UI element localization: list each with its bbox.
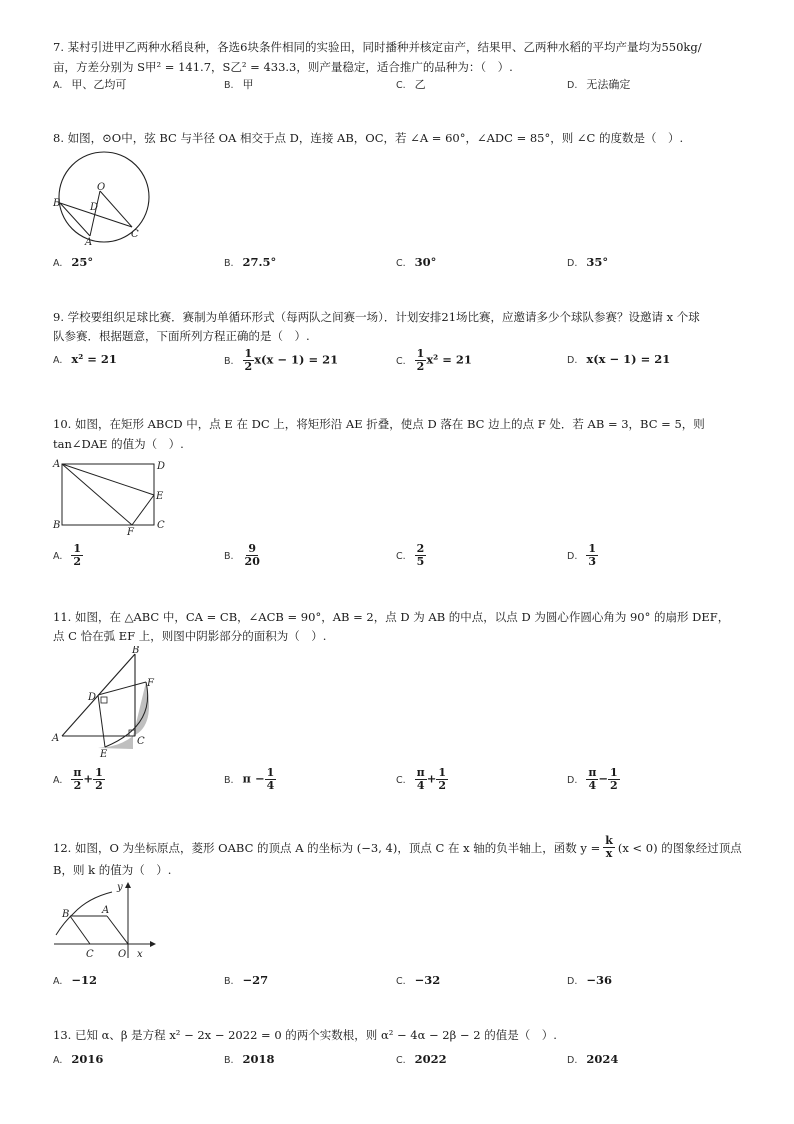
fraction-denominator: x (605, 847, 613, 860)
fraction-numerator: 1 (244, 347, 253, 360)
option-label: C. (396, 550, 406, 562)
fraction-numerator: 9 (248, 542, 257, 555)
q8-label-b: B (53, 198, 61, 209)
fraction (415, 543, 427, 568)
option-label: A. (53, 976, 63, 987)
q12-option-d[interactable] (567, 973, 612, 987)
q11-label-a: A (52, 733, 60, 744)
q10-stem-line1: 10. 如图，在矩形 ABCD 中，点 E 在 DC 上，将矩形沿 AE 折叠，使点 D 落在 BC 边上的点 F 处．若 AB = 3，BC = 5，则 (53, 417, 705, 431)
q12-options (0, 973, 794, 1003)
q11-option-b[interactable] (224, 767, 276, 792)
fraction (71, 767, 83, 792)
q11-option-c[interactable] (396, 767, 448, 792)
option-text: 25° (71, 255, 94, 269)
q8-circle-figure (50, 150, 160, 250)
fraction-denominator: 2 (610, 779, 618, 792)
q8-option-a[interactable] (53, 255, 93, 269)
fraction-numerator: 1 (266, 766, 275, 779)
q10-label-d: D (157, 461, 166, 472)
fraction-denominator: 5 (416, 555, 425, 568)
option-text: 无法确定 (586, 78, 631, 91)
option-label: C. (396, 976, 406, 987)
option-label: D. (567, 774, 578, 786)
fraction-numerator: 1 (438, 766, 447, 779)
q10-label-f: F (127, 527, 134, 537)
q11-option-d[interactable] (567, 767, 620, 792)
q12-option-b[interactable] (224, 973, 268, 987)
q10-option-c[interactable] (396, 543, 426, 568)
q12-stem-line2: B，则 k 的值为（ ）. (53, 863, 172, 877)
q8-options (0, 255, 794, 285)
option-label: D. (567, 80, 578, 91)
q8-stem-line1: 8. 如图，⊙O中，弦 BC 与半径 OA 相交于点 D，连接 AB，OC，若 ∠A = 60°，∠ADC = 85°，则 ∠C 的度数是（ ）. (53, 131, 684, 145)
q10-stem-line2: tan∠DAE 的值为（ ）. (53, 437, 184, 451)
fraction-numerator: 1 (95, 766, 103, 779)
option-text: x² = 21 (426, 352, 472, 367)
option-label: A. (53, 258, 63, 269)
fraction-denominator: 2 (438, 779, 447, 792)
q11-stem-line2: 点 C 恰在弧 EF 上，则图中阴影部分的面积为（ ）. (53, 629, 327, 643)
option-label: C. (396, 80, 406, 91)
fraction-denominator: 2 (416, 360, 425, 373)
fraction (415, 767, 427, 792)
fraction-denominator: 2 (73, 779, 82, 792)
q7-option-a[interactable] (53, 76, 126, 92)
q11-stem-line1: 11. 如图，在 △ABC 中，CA = CB，∠ACB = 90°，AB = 2，点 D 为 AB 的中点，以点 D 为圆心作圆心角为 90° 的扇形 DEF， (53, 610, 730, 624)
option-text: 2016 (71, 1052, 104, 1066)
option-label: C. (396, 1055, 406, 1066)
q7-option-b[interactable] (224, 76, 254, 92)
option-label: A. (53, 355, 63, 366)
option-label: D. (567, 355, 578, 366)
q7-options (0, 76, 794, 106)
q12-stem-line1 (53, 835, 742, 860)
q11-label-c: C (137, 736, 145, 747)
option-text: x(x − 1) = 21 (254, 352, 339, 367)
option-text: x(x − 1) = 21 (586, 352, 671, 366)
option-text: 35° (586, 255, 609, 269)
q12-option-a[interactable] (53, 973, 97, 987)
q12-option-c[interactable] (396, 973, 440, 987)
option-label: D. (567, 550, 578, 562)
fraction (243, 348, 255, 373)
fraction-numerator: 2 (416, 542, 425, 555)
q13-option-b[interactable] (224, 1052, 275, 1066)
q13-options (0, 1052, 794, 1082)
q12-label-b: B (62, 909, 70, 920)
q11-option-a[interactable] (53, 767, 105, 792)
q11-label-d: D (88, 692, 97, 703)
option-text: −12 (71, 973, 97, 987)
q9-option-b[interactable] (224, 348, 338, 373)
option-label: B. (224, 258, 234, 269)
option-text: 乙 (414, 78, 426, 91)
option-label: D. (567, 976, 578, 987)
q9-stem-line2: 队参赛．根据题意，下面所列方程正确的是（ ）. (53, 329, 310, 343)
fraction-denominator: 3 (588, 555, 596, 568)
fraction-numerator: k (605, 834, 613, 847)
fraction-numerator: 1 (73, 542, 82, 555)
q8-option-b[interactable] (224, 255, 276, 269)
q12-stem-text-b: (x < 0) 的图象经过顶点 (617, 840, 742, 855)
q9-option-a[interactable] (53, 352, 117, 366)
option-text: 30° (414, 255, 437, 269)
fraction (586, 767, 598, 792)
q10-label-c: C (157, 520, 165, 531)
option-label: A. (53, 550, 63, 562)
option-label: D. (567, 1055, 578, 1066)
option-label: C. (396, 355, 406, 367)
q13-option-d[interactable] (567, 1052, 618, 1066)
q12-label-o: O (118, 949, 127, 960)
q12-label-c: C (86, 949, 94, 960)
q8-label-c: C (131, 229, 139, 240)
q12-label-a: A (102, 905, 110, 916)
q11-options (0, 767, 794, 797)
fraction-denominator: 4 (266, 779, 275, 792)
q9-option-c[interactable] (396, 348, 472, 373)
q8-option-d[interactable] (567, 255, 608, 269)
option-text: 2022 (414, 1052, 447, 1066)
option-text: 甲 (242, 78, 254, 91)
option-label: B. (224, 976, 234, 987)
q10-label-b: B (53, 520, 61, 531)
option-text: −36 (586, 973, 612, 987)
option-label: D. (567, 258, 578, 269)
option-text: −32 (414, 973, 441, 987)
option-label: B. (224, 774, 234, 786)
q10-option-d[interactable] (567, 543, 598, 568)
q7-option-d[interactable] (567, 76, 630, 92)
fraction (265, 767, 277, 792)
fraction-denominator: 20 (244, 555, 260, 568)
q7-option-c[interactable] (396, 76, 426, 92)
fraction-numerator: 1 (588, 542, 596, 555)
operator: + (83, 771, 94, 786)
q11-label-e: E (100, 749, 108, 760)
fraction (436, 767, 448, 792)
option-text: 甲、乙均可 (71, 78, 127, 91)
q7-stem-line1: 7. 某村引进甲乙两种水稻良种，各选6块条件相同的实验田，同时播种并核定亩产，结果甲、乙两种水稻的平均产量均为550kg/ (53, 40, 702, 54)
q11-label-f: F (147, 678, 154, 689)
option-label: B. (224, 80, 234, 91)
fraction (586, 543, 598, 568)
q10-option-a[interactable] (53, 543, 83, 568)
option-text: 2018 (242, 1052, 275, 1066)
fraction (608, 767, 620, 792)
q13-option-c[interactable] (396, 1052, 447, 1066)
q12-coordinate-figure (50, 880, 160, 962)
q9-stem-line1: 9. 学校要组织足球比赛．赛制为单循环形式（每两队之间赛一场）．计划安排21场比赛，应邀请多少个球队参赛？设邀请 x 个球 (53, 310, 700, 324)
fraction (603, 835, 615, 860)
q10-options (0, 543, 794, 573)
fraction-numerator: 1 (416, 347, 425, 360)
q7-stem-line2: 亩，方差分别为 S甲² = 141.7，S乙² = 433.3，则产量稳定，适合推广的品种为：（ ）. (53, 60, 513, 74)
q12-label-x: x (137, 949, 143, 960)
option-text: −27 (242, 973, 269, 987)
q11-triangle-figure (50, 646, 170, 761)
option-text: 2024 (586, 1052, 619, 1066)
operator: − (598, 771, 609, 786)
q11-label-b: B (132, 646, 140, 656)
fraction (243, 543, 262, 568)
option-label: A. (53, 80, 63, 91)
fraction-denominator: 2 (244, 360, 253, 373)
option-label: B. (224, 550, 234, 562)
q8-label-d: D (90, 202, 99, 213)
option-label: A. (53, 1055, 63, 1066)
q10-rectangle-figure (50, 455, 175, 537)
fraction-numerator: π (416, 766, 425, 779)
q10-option-b[interactable] (224, 543, 262, 568)
option-text: π − (242, 771, 265, 786)
fraction-denominator: 2 (95, 779, 103, 792)
option-label: B. (224, 1055, 234, 1066)
operator: + (426, 771, 437, 786)
q12-stem-text-a: 12. 如图，O 为坐标原点，菱形 OABC 的顶点 A 的坐标为 (−3, 4)，顶点 C 在 x 轴的负半轴上，函数 y = (53, 840, 601, 855)
q9-options (0, 348, 794, 378)
option-label: B. (224, 355, 234, 367)
q8-label-a: A (85, 237, 93, 248)
q9-option-d[interactable] (567, 352, 670, 366)
option-label: C. (396, 258, 406, 269)
q13-option-a[interactable] (53, 1052, 103, 1066)
fraction-denominator: 4 (588, 779, 597, 792)
fraction-numerator: π (588, 766, 597, 779)
q13-stem-line1: 13. 已知 α、β 是方程 x² − 2x − 2022 = 0 的两个实数根，则 α² − 4α − 2β − 2 的值是（ ）. (53, 1028, 557, 1042)
option-label: C. (396, 774, 406, 786)
q12-label-y: y (117, 882, 123, 893)
q10-label-e: E (156, 491, 164, 502)
fraction-denominator: 4 (416, 779, 425, 792)
option-text: x² = 21 (71, 352, 117, 366)
q10-label-a: A (53, 459, 61, 470)
fraction (71, 543, 83, 568)
fraction-numerator: π (73, 766, 82, 779)
q8-label-o: O (97, 182, 106, 193)
q8-option-c[interactable] (396, 255, 436, 269)
fraction (93, 767, 105, 792)
option-text: 27.5° (242, 255, 277, 269)
option-label: A. (53, 774, 63, 786)
fraction-denominator: 2 (73, 555, 82, 568)
fraction (415, 348, 427, 373)
fraction-numerator: 1 (610, 766, 618, 779)
